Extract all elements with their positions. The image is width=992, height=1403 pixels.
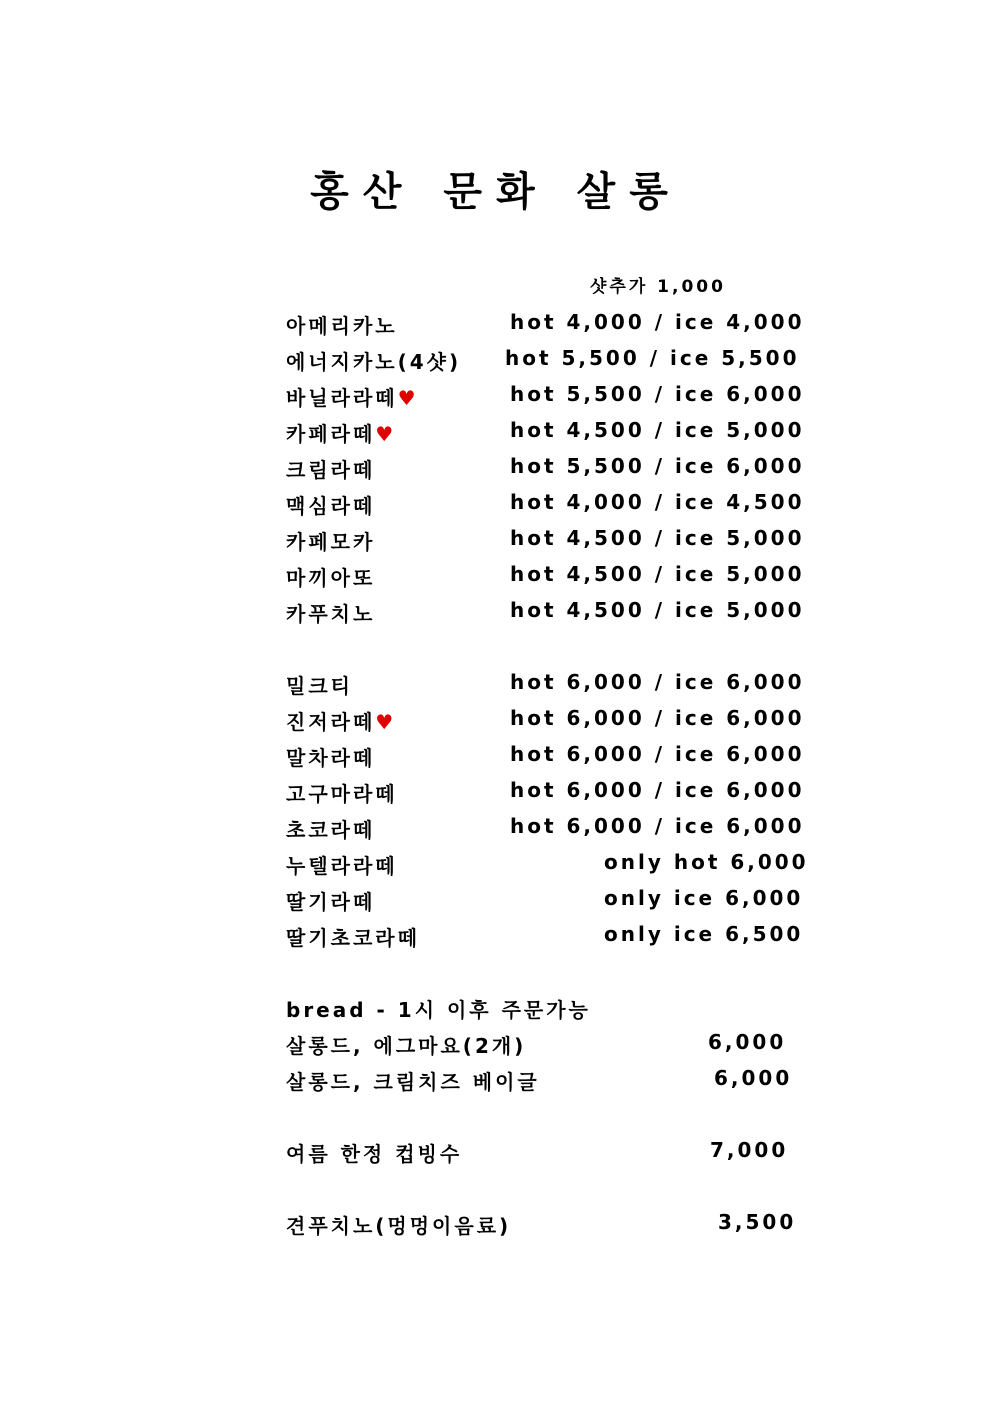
item-price: 3,500 xyxy=(718,1210,797,1234)
item-name: 마끼아또 xyxy=(286,566,376,590)
item-name: 카페모카 xyxy=(286,530,376,554)
item-price: only ice 6,500 xyxy=(604,922,804,946)
item-price: 6,000 xyxy=(714,1066,793,1090)
item-name: 살롱드, 에그마요(2개) xyxy=(286,1034,527,1058)
item-price: hot 4,500 / ice 5,000 xyxy=(510,598,805,622)
item-name: 말차라떼 xyxy=(286,746,376,770)
item-price: 7,000 xyxy=(710,1138,789,1162)
item-price: 6,000 xyxy=(708,1030,787,1054)
item-name: 크림라떼 xyxy=(286,458,376,482)
item-name: 누텔라라떼 xyxy=(286,854,398,878)
page-title: 홍산 문화 살롱 xyxy=(310,169,682,215)
item-name: 여름 한정 컵빙수 xyxy=(286,1142,463,1166)
item-name: 견푸치노(멍멍이음료) xyxy=(286,1214,512,1238)
item-name: 딸기라떼 xyxy=(286,890,376,914)
item-name: 딸기초코라떼 xyxy=(286,926,420,950)
heart-icon: ♥ xyxy=(375,422,397,446)
item-price: hot 6,000 / ice 6,000 xyxy=(510,778,805,802)
item-name: 맥심라떼 xyxy=(286,494,376,518)
item-name: 살롱드, 크림치즈 베이글 xyxy=(286,1070,540,1094)
item-price: hot 5,500 / ice 6,000 xyxy=(510,382,805,406)
item-name: 밀크티 xyxy=(286,674,353,698)
item-price: hot 4,000 / ice 4,000 xyxy=(510,310,805,334)
item-name: 에너지카노(4샷) xyxy=(286,350,462,374)
item-price: hot 5,500 / ice 6,000 xyxy=(510,454,805,478)
item-price: only hot 6,000 xyxy=(604,850,809,874)
item-price: hot 6,000 / ice 6,000 xyxy=(510,814,805,838)
item-price: hot 5,500 / ice 5,500 xyxy=(505,346,800,370)
heart-icon: ♥ xyxy=(375,710,397,734)
item-name: 초코라떼 xyxy=(286,818,376,842)
item-name: 바닐라라떼♥ xyxy=(286,386,419,410)
item-name: 아메리카노 xyxy=(286,314,398,338)
shot-add-note: 샷추가 1,000 xyxy=(590,277,726,297)
item-price: hot 6,000 / ice 6,000 xyxy=(510,742,805,766)
item-name: 진저라떼♥ xyxy=(286,710,397,734)
bread-heading: bread - 1시 이후 주문가능 xyxy=(286,998,591,1022)
item-price: hot 6,000 / ice 6,000 xyxy=(510,670,805,694)
item-price: hot 4,000 / ice 4,500 xyxy=(510,490,805,514)
item-price: hot 6,000 / ice 6,000 xyxy=(510,706,805,730)
item-price: only ice 6,000 xyxy=(604,886,804,910)
item-price: hot 4,500 / ice 5,000 xyxy=(510,562,805,586)
item-price: hot 4,500 / ice 5,000 xyxy=(510,418,805,442)
item-name: 카푸치노 xyxy=(286,602,376,626)
item-name: 고구마라떼 xyxy=(286,782,398,806)
item-price: hot 4,500 / ice 5,000 xyxy=(510,526,805,550)
item-name: 카페라떼♥ xyxy=(286,422,397,446)
heart-icon: ♥ xyxy=(397,386,419,410)
